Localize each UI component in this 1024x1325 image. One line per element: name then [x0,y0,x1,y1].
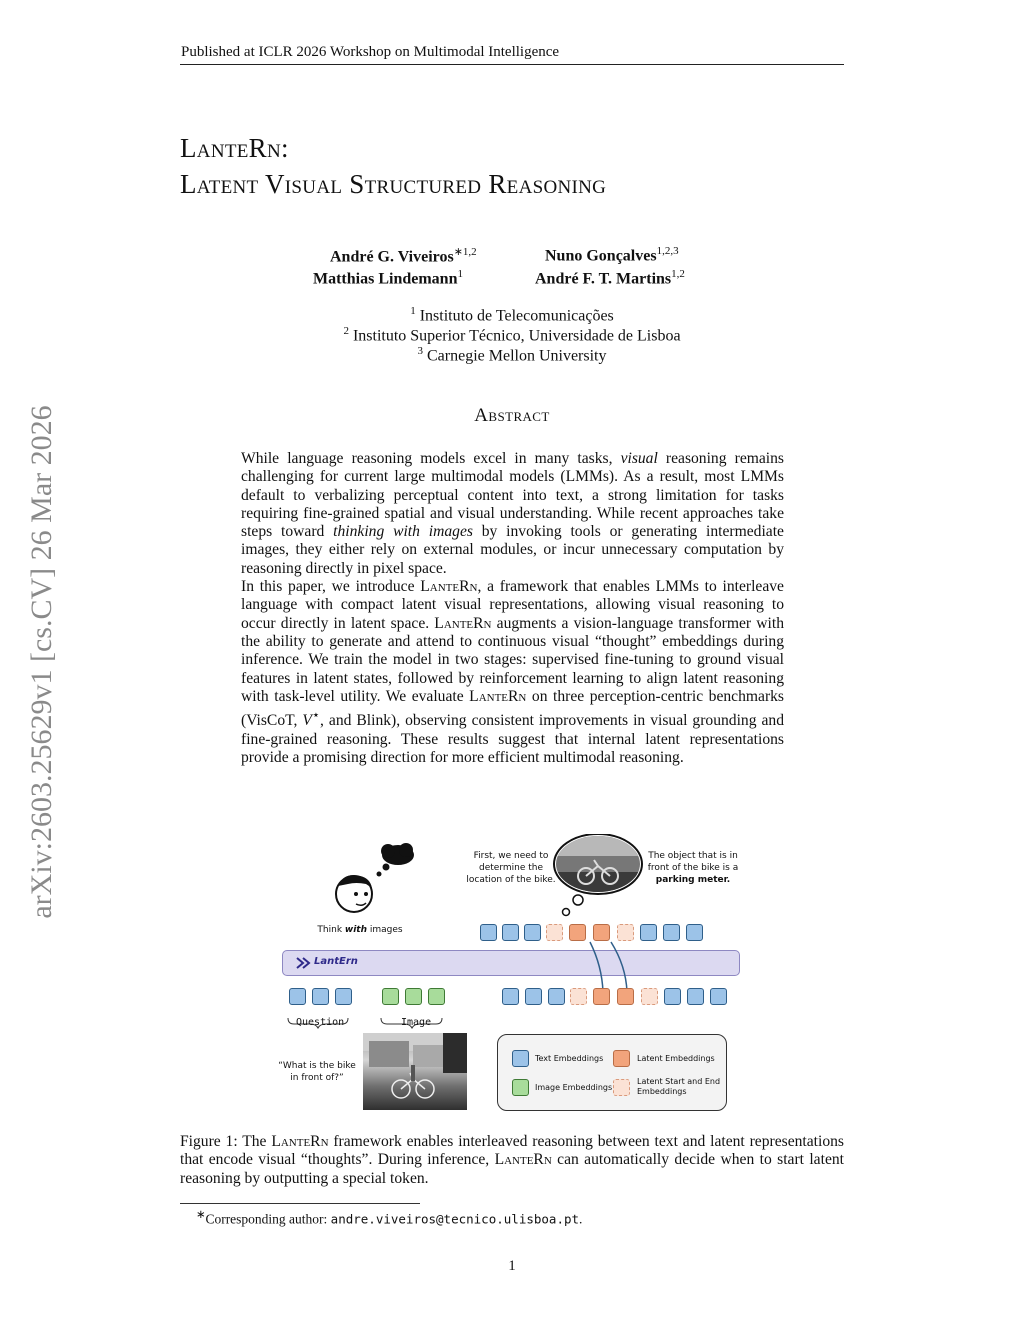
abstract-paragraph-1: While language reasoning models excel in many tasks, visual reasoning remains challenging for current large multimodal models (LMMs). As a result, most LMMs default to verbalizing perceptual content into text, a strong limitation for tasks requiring fine-grained spatial and visual understanding. While recent approaches take steps toward thinking with images by invoking tools or generating intermediate images, they either rely on external modules, or incur unnecessary computation by reasoning directly in pixel space. [241,450,784,577]
input-text-token [525,988,542,1005]
question-label: Question [296,1017,345,1028]
legend-latent-swatch [613,1050,630,1067]
arxiv-identifier: arXiv:2603.25629v1 [cs.CV] 26 Mar 2026 [25,405,58,919]
question-text: “What is the bike in front of?” [278,1061,356,1083]
question-token [312,988,329,1005]
thought-text-left: First, we need to determine the location of the bike. [466,851,556,885]
author-2: Nuno Gonçalves$^{1,2,3}$ [545,245,679,265]
legend-image-label: Image Embeddings [535,1083,613,1092]
footnote-rule [180,1203,420,1204]
input-image-bike [363,1033,467,1110]
input-text-token [664,988,681,1005]
think-with-images-label: Think with images [317,925,403,935]
figure-legend [497,1034,727,1111]
corresponding-email[interactable]: andre.viveiros@tecnico.ulisboa.pt [330,1211,580,1227]
input-latent-token [617,988,634,1005]
image-label: Image [401,1017,432,1028]
author-3: Matthias Lindemann$^1$ [313,268,463,288]
model-name-label: LantErn [314,956,358,967]
legend-text-label: Text Embeddings [535,1054,604,1063]
legend-start-end-swatch [613,1079,630,1096]
running-header: Published at ICLR 2026 Workshop on Multimodal Intelligence [181,44,560,60]
input-text-token [687,988,704,1005]
abstract-body [241,450,784,767]
abstract-paragraph-2: In this paper, we introduce LanteRn, a framework that enables LMMs to interleave language with compact latent visual representations, allowing visual reasoning to occur directly in latent space. LanteRn augments a vision-language transformer with the ability to generate and attend to continuous visual “thought” embeddings during inference. We train the model in two stages: supervised fine-tuning to ground visual features in latent states, followed by reinforcement learning to align latent reasoning with task-level utility. We evaluate LanteRn on three perception-centric benchmarks (VisCoT, V⋆, and Blink), observing consistent improvements in visual grounding and fine-grained reasoning. These results suggest that internal latent representations provide a promising direction for more efficient multimodal reasoning. [241,578,785,766]
thought-text-right: The object that is in front of the bike is a parking meter. [647,851,739,885]
image-token [405,988,422,1005]
page-number: 1 [508,1258,516,1274]
author-1: André G. Viveiros$^{∗1,2}$ [330,246,477,266]
question-token [289,988,306,1005]
input-latent-end-token [641,988,658,1005]
legend-start-end-label: Latent Start and End Embeddings [637,1077,721,1096]
input-text-token [502,988,519,1005]
legend-image-swatch [512,1079,529,1096]
abstract-heading: Abstract [474,405,550,426]
header-rule [180,64,844,65]
image-token [428,988,445,1005]
affiliation-1: $^1$ Instituto de Telecomunicações [410,305,614,325]
affiliation-3: $^3$ Carnegie Mellon University [417,345,607,365]
input-text-token [710,988,727,1005]
title-line-2: Latent Visual Structured Reasoning [180,169,607,199]
input-latent-start-token [570,988,587,1005]
image-token [382,988,399,1005]
paper-title [180,130,606,202]
legend-text-swatch [512,1050,529,1067]
author-4: André F. T. Martins$^{1,2}$ [535,268,685,288]
question-token [335,988,352,1005]
title-line-1: LanteRn: [180,133,289,163]
affiliation-2: $^2$ Instituto Superior Técnico, Universidade de Lisboa [343,325,681,345]
input-text-token [548,988,565,1005]
figure-1 [270,836,750,1118]
figure-caption: Figure 1: The LanteRn framework enables interleaved reasoning between text and latent representations that encode visual “thoughts”. During inference, LanteRn can automatically decide when to start latent reasoning by outputting a special token. [180,1133,844,1187]
input-latent-token [593,988,610,1005]
footnote: ∗Corresponding author: andre.viveiros@tecnico.ulisboa.pt. [196,1209,583,1227]
legend-latent-label: Latent Embeddings [637,1054,715,1063]
